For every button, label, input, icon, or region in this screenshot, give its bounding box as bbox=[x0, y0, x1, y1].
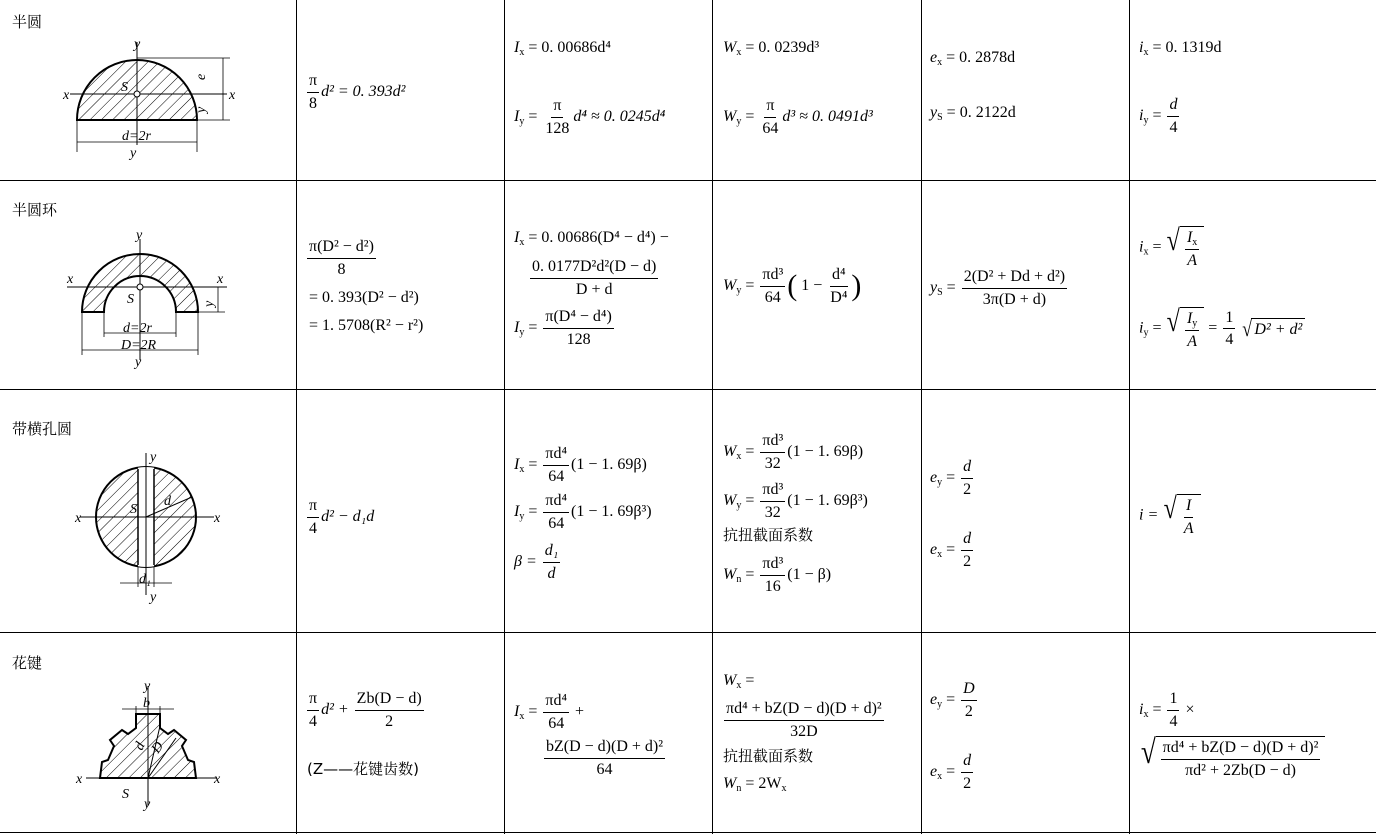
shape-name: 半圆环 bbox=[12, 201, 58, 219]
outer-diameter-label: D=2R bbox=[121, 338, 157, 353]
semicircular-ring-diagram bbox=[55, 225, 245, 375]
column-divider bbox=[296, 0, 297, 834]
ys-dimension-label: y bbox=[202, 300, 217, 307]
ix-formula-continuation: $\frac{\text{bZ(D − d)(D + d)²}}{64}$ bbox=[546, 738, 664, 778]
iy-formula: $I_y$ = $\frac{\text{πd⁴}}{64}$ (1 − 1. 69β³) bbox=[514, 492, 652, 532]
wx-formula: $W_x = 0$. 0239d³ bbox=[723, 39, 820, 58]
area-formula-line3: = 1. 5708(R² − r²) bbox=[309, 317, 424, 334]
wn-formula: $W_n$ = $\frac{\text{πd³}}{16}$ (1 − β) bbox=[723, 555, 832, 595]
radius-ix-formula: $i_x = 0$. 1319d bbox=[1139, 39, 1222, 58]
ys-formula: $y_S = 0$. 2122d bbox=[930, 104, 1016, 123]
ix-formula: $I_x = 0$. 00686d⁴ bbox=[514, 39, 611, 58]
wn-formula: $W_n = 2W_x$ bbox=[723, 775, 787, 794]
ey-formula: $e_y$ = $\frac{D}{2}$ bbox=[930, 680, 975, 720]
spline-diagram bbox=[72, 676, 237, 811]
wx-formula: $W_x$ = $\frac{\text{πd³}}{32}$ (1 − 1. 69β) bbox=[723, 432, 864, 472]
x-axis-label-right: x bbox=[214, 772, 221, 787]
circle-with-cross-hole-diagram bbox=[72, 445, 232, 605]
wx-formula-fraction: $\frac{\text{πd⁴ + bZ(D − d)(D + d)²}}{32D}$ bbox=[726, 700, 882, 740]
row-divider bbox=[0, 632, 1376, 633]
ex-formula: $e_x$ = $\frac{d}{2}$ bbox=[930, 530, 972, 570]
y-axis-label-top: y bbox=[136, 228, 143, 243]
spline-tooth-note: (Z——花键齿数) bbox=[307, 760, 419, 778]
ex-formula: $e_x = 0$. 2878d bbox=[930, 49, 1016, 68]
radius-ix-formula: $i_x$ = $\frac{1}{4}$ × bbox=[1139, 690, 1195, 730]
x-axis-label-left: x bbox=[75, 511, 82, 526]
ys-formula: $y_S$ = $\frac{\text{2(D² + Dd + d²)}}{3\pi(D + d)}$ bbox=[930, 268, 1066, 308]
row-divider bbox=[0, 180, 1376, 181]
column-divider bbox=[921, 0, 922, 834]
row-divider bbox=[0, 389, 1376, 390]
y-axis-label-top: y bbox=[144, 679, 151, 694]
radius-ix-root: √ $\frac{\text{πd⁴ + bZ(D − d)(D + d)²}}{\text{πd² + 2Zb(D − d)}}$ bbox=[1139, 736, 1325, 779]
x-axis-label-left: x bbox=[76, 772, 83, 787]
torsion-modulus-label: 抗扭截面系数 bbox=[723, 526, 814, 544]
column-divider bbox=[712, 0, 713, 834]
ys-dimension-label: y bbox=[194, 106, 209, 113]
shape-name: 半圆 bbox=[12, 13, 43, 31]
y-axis-label-bottom: y bbox=[130, 146, 137, 161]
ix-formula-continuation: $\frac{\text{0. 0177D²d²(D − d)}}{D + d}$ bbox=[532, 258, 657, 298]
column-divider bbox=[504, 0, 505, 834]
area-formula: $\frac{\pi}{8}$ d² = 0. 393d² bbox=[309, 72, 406, 112]
x-axis-label-right: x bbox=[229, 88, 236, 103]
x-axis-label-left: x bbox=[67, 272, 74, 287]
area-formula: $\frac{\pi}{4}$ d² + $\frac{Zb(D - d)}{2}$ bbox=[309, 690, 422, 730]
x-axis-label-left: x bbox=[63, 88, 70, 103]
ex-dimension-label: e bbox=[194, 73, 209, 80]
y-axis-label-bottom: y bbox=[150, 590, 157, 605]
centroid-label: S bbox=[130, 502, 137, 517]
shape-name: 花键 bbox=[12, 654, 43, 672]
ey-formula: $e_y$ = $\frac{d}{2}$ bbox=[930, 458, 972, 498]
centroid-label: S bbox=[127, 292, 134, 307]
radius-formula: i = √ $\frac{I}{A}$ bbox=[1139, 494, 1201, 537]
hole-diameter-label: d₁ bbox=[139, 572, 151, 587]
torsion-modulus-label: 抗扭截面系数 bbox=[723, 747, 814, 765]
diameter-label: d=2r bbox=[122, 129, 151, 144]
inner-diameter-label: d=2r bbox=[123, 321, 152, 336]
ix-formula: $I_x = 0$. 00686(D⁴ − d⁴) − bbox=[514, 229, 669, 248]
diameter-label: d bbox=[164, 494, 171, 509]
wy-formula: $W_y$ = $\frac{\text{πd³}}{32}$ (1 − 1. 69β³) bbox=[723, 481, 868, 521]
semicircle-diagram bbox=[55, 30, 255, 165]
iy-formula: $I_y$ = $\frac{\text{π(D⁴ − d⁴)}}{128}$ bbox=[514, 308, 612, 348]
beta-formula: β = $\frac{\text{d₁}}{d}$ bbox=[514, 542, 559, 582]
radius-iy-formula: $i_y$ = √ $\frac{I_y}{A}$ = $\frac{1}{4}$ √ D² + d² bbox=[1139, 307, 1305, 350]
row-divider bbox=[0, 832, 1376, 833]
area-formula: $\frac{\text{π(D² − d²)}}{8}$ bbox=[309, 238, 374, 278]
minor-diameter-label: d bbox=[132, 740, 149, 753]
tooth-width-label: b bbox=[143, 696, 150, 711]
area-formula: $\frac{\pi}{4}$ d² − d₁d bbox=[309, 497, 375, 537]
wx-formula: $W_x$ = bbox=[723, 672, 755, 691]
wy-formula: $W_y$ = $\frac{\text{πd³}}{64}$ ( 1 − $\frac{\text{d⁴}}{\text{D⁴}}$ ) bbox=[723, 266, 862, 306]
centroid-label: S bbox=[121, 80, 128, 95]
wy-formula: $W_y$ = $\frac{\pi}{64}$ d³ ≈ 0. 0491d³ bbox=[723, 97, 873, 137]
major-diameter-label: D bbox=[148, 739, 168, 757]
y-axis-label-bottom: y bbox=[144, 797, 151, 811]
y-axis-label-top: y bbox=[150, 450, 157, 465]
ix-formula: $I_x$ = $\frac{\text{πd⁴}}{64}$ + bbox=[514, 692, 585, 732]
y-axis-label-bottom: y bbox=[135, 355, 142, 370]
x-axis-label-right: x bbox=[214, 511, 221, 526]
ex-formula: $e_x$ = $\frac{d}{2}$ bbox=[930, 752, 972, 792]
shape-name: 带横孔圆 bbox=[12, 420, 73, 438]
ix-formula: $I_x$ = $\frac{\text{πd⁴}}{64}$ (1 − 1. 69β) bbox=[514, 445, 647, 485]
iy-formula: $I_y$ = $\frac{\pi}{128}$ d⁴ ≈ 0. 0245d⁴ bbox=[514, 97, 666, 137]
centroid-label: S bbox=[122, 787, 129, 802]
y-axis-label-top: y bbox=[134, 37, 141, 52]
area-formula-line2: = 0. 393(D² − d²) bbox=[309, 289, 419, 306]
radius-ix-formula: $i_x$ = √ $\frac{I_x}{A}$ bbox=[1139, 226, 1204, 269]
x-axis-label-right: x bbox=[217, 272, 224, 287]
column-divider bbox=[1129, 0, 1130, 834]
radius-iy-formula: $i_y$ = $\frac{d}{4}$ bbox=[1139, 96, 1178, 136]
